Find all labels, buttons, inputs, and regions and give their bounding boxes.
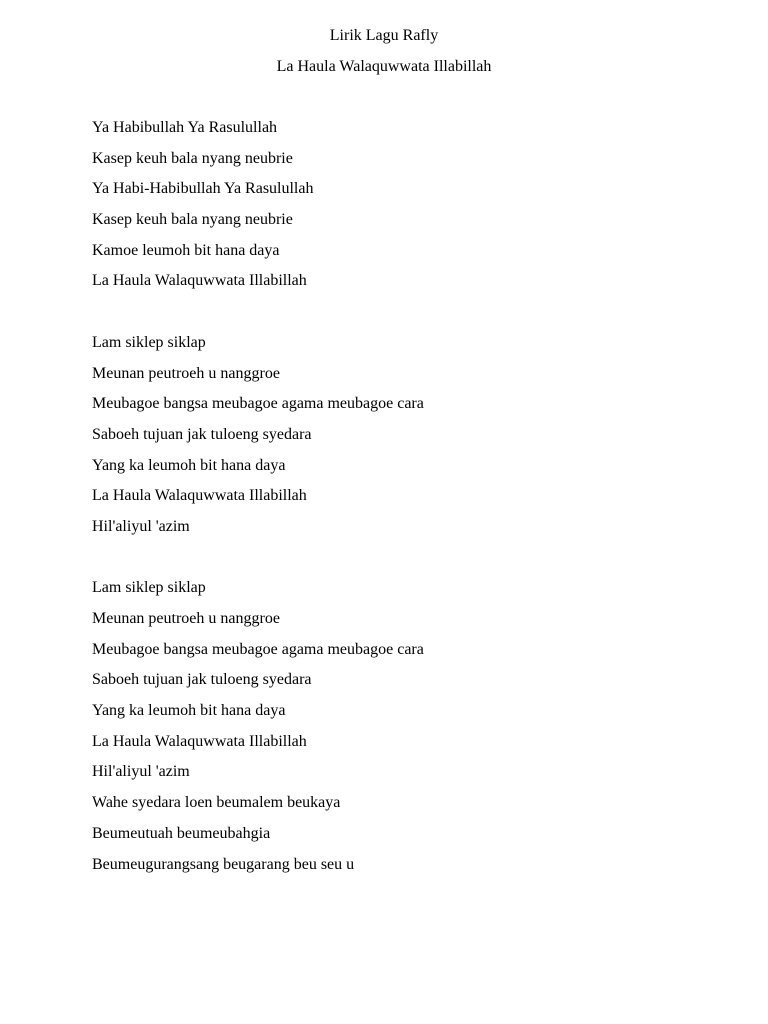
document-title: Lirik Lagu Rafly: [329, 27, 439, 44]
lyric-line: Kamoe leumoh bit hana daya: [92, 241, 280, 259]
verse-3: [92, 578, 732, 885]
lyric-line: Yang ka leumoh bit hana daya: [92, 456, 286, 474]
lyric-line: Saboeh tujuan jak tuloeng syedara: [92, 671, 312, 689]
lyric-line: Beumeutuah beumeubahgia: [92, 824, 271, 842]
lyrics-body: [92, 118, 732, 885]
lyric-line: Hil'aliyul 'azim: [92, 763, 190, 781]
lyric-line: Hil'aliyul 'azim: [92, 517, 190, 535]
lyric-line: Wahe syedara loen beumalem beukaya: [92, 794, 341, 812]
lyric-line: Meunan peutroeh u nanggroe: [92, 364, 280, 382]
lyric-line: La Haula Walaquwwata Illabillah: [92, 732, 307, 750]
lyric-line: Ya Habibullah Ya Rasulullah: [92, 119, 278, 136]
document-subtitle: La Haula Walaquwwata Illabillah: [276, 58, 492, 75]
lyric-line: Saboeh tujuan jak tuloeng syedara: [92, 425, 312, 443]
lyric-line: Meunan peutroeh u nanggroe: [92, 610, 280, 627]
lyric-line: La Haula Walaquwwata Illabillah: [92, 272, 307, 290]
lyric-line: Ya Habi-Habibullah Ya Rasulullah: [92, 180, 314, 198]
stanza-break: [92, 302, 732, 333]
lyric-line: Meubagoe bangsa meubagoe agama meubagoe cara: [92, 395, 424, 413]
lyric-line: Lam siklep siklap: [92, 333, 206, 351]
lyric-line: Beumeugurangsang beugarang beu seu u: [92, 855, 355, 873]
stanza-break: [92, 548, 732, 579]
lyric-line: Yang ka leumoh bit hana daya: [92, 702, 286, 720]
lyric-line: La Haula Walaquwwata Illabillah: [92, 487, 307, 505]
lyric-line: Lam siklep siklap: [92, 579, 206, 597]
verse-1: [92, 118, 732, 302]
lyric-line: Meubagoe bangsa meubagoe agama meubagoe cara: [92, 640, 424, 658]
lyric-line: Kasep keuh bala nyang neubrie: [92, 149, 293, 167]
verse-2: [92, 333, 732, 548]
lyric-line: Kasep keuh bala nyang neubrie: [92, 211, 293, 229]
